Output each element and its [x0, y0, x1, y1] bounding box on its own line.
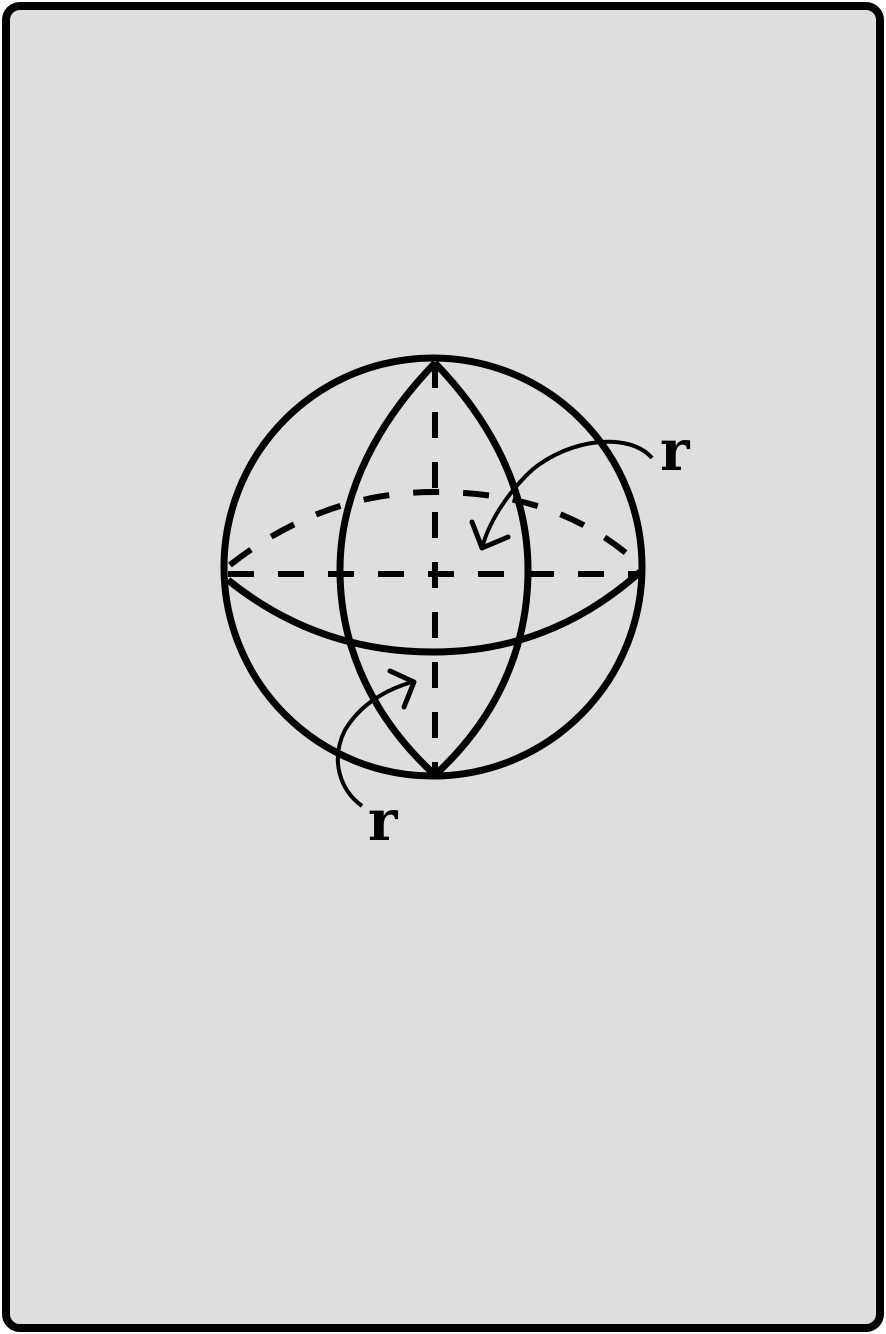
- lower-rotation-label: r: [368, 788, 398, 854]
- upper-rotation-label: r: [660, 418, 690, 484]
- card-background: [6, 6, 880, 1328]
